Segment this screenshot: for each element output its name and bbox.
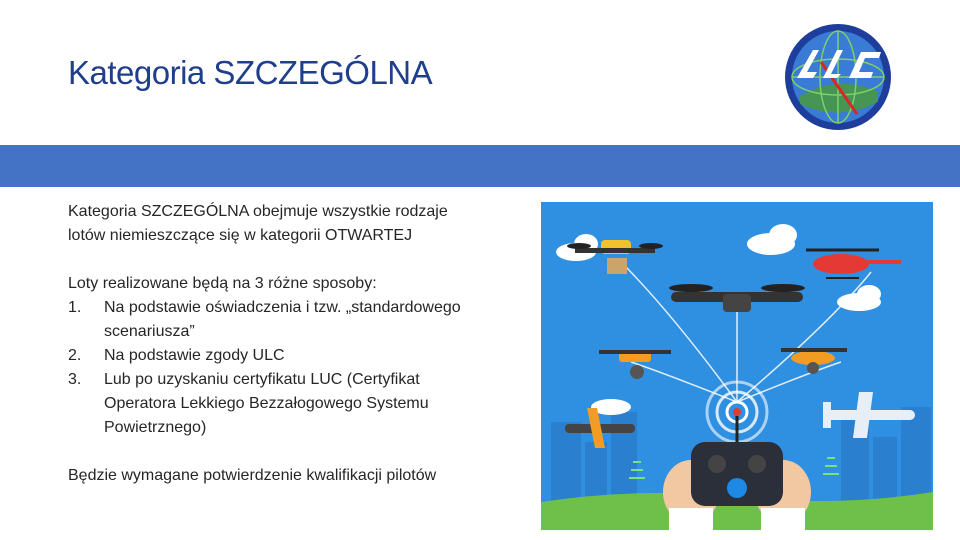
methods-heading: Loty realizowane będą na 3 różne sposoby:: [68, 275, 377, 292]
slide-body: [68, 200, 468, 488]
list-item: 3. Lub po uzyskaniu certyfikatu LUC (Certyfikat Operatora Lekkiego Bezzałogowego Systemu Powietrznego): [68, 371, 429, 436]
header-band: [0, 145, 960, 187]
slide-title: Kategoria SZCZEGÓLNA: [68, 54, 433, 91]
list-item: 2. Na podstawie zgody ULC: [68, 347, 285, 364]
list-item: 1. Na podstawie oświadczenia i tzw. „standardowego scenariusza”: [68, 299, 461, 340]
drones-remote-control-icon: [541, 202, 933, 530]
ulc-logo-icon: [783, 22, 893, 132]
intro-paragraph: Kategoria SZCZEGÓLNA obejmuje wszystkie rodzaje lotów niemieszczące się w kategorii OTWARTEJ: [68, 203, 448, 244]
closing-paragraph: Będzie wymagane potwierdzenie kwalifikacji pilotów: [68, 467, 437, 484]
methods-list: [68, 296, 468, 440]
